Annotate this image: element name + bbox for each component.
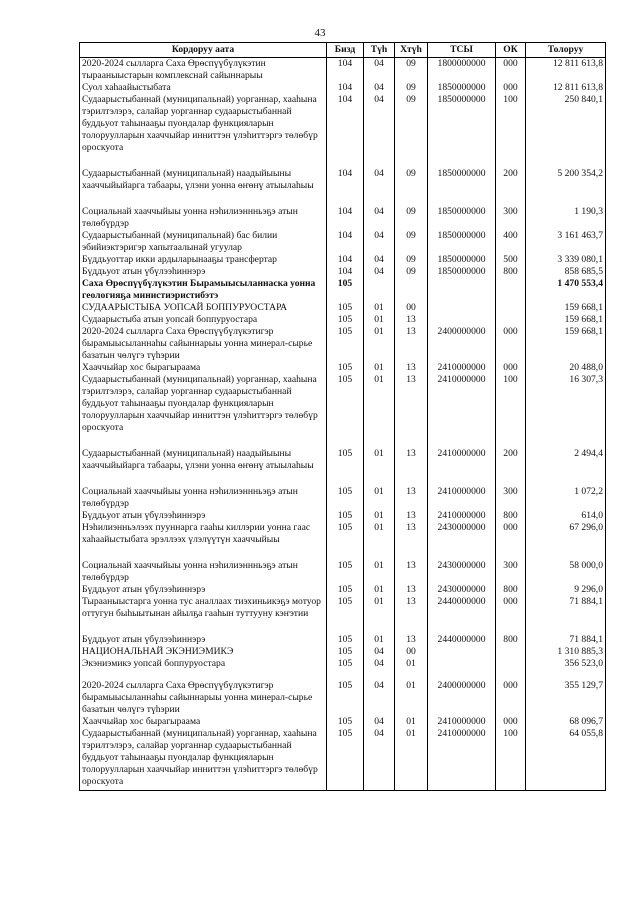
row-name: Судаарыстыбаннай (муниципальнай) уорганнар, хааһына тэрилтэлэрэ, салайар уорганнар судаарыстыбаннай буддьуот таһынааҕы пуондалар функцияларын толоруулларын хааччыйар инниттэн үлэһиттэргэ төлөбүр ороскуота bbox=[80, 374, 327, 448]
table-row bbox=[80, 168, 606, 206]
row-name: Бүддьуот атын үбүлээһиннэрэ bbox=[80, 584, 327, 596]
row-ok bbox=[496, 302, 526, 314]
row-amount: 12 811 613,8 bbox=[526, 58, 606, 83]
table-row bbox=[80, 646, 606, 658]
row-hth: 09 bbox=[395, 58, 428, 83]
row-amount: 614,0 bbox=[526, 510, 606, 522]
row-amount: 71 884,1 bbox=[526, 634, 606, 646]
row-hth: 13 bbox=[395, 596, 428, 634]
row-name: Суол хаһаайыстыбата bbox=[80, 82, 327, 94]
row-bizd: 105 bbox=[327, 326, 364, 362]
row-ok: 000 bbox=[496, 716, 526, 728]
row-amount: 159 668,1 bbox=[526, 302, 606, 314]
header-tsy: ТСЫ bbox=[428, 43, 496, 58]
table-row bbox=[80, 82, 606, 94]
row-bizd: 105 bbox=[327, 560, 364, 584]
table-row bbox=[80, 448, 606, 486]
row-hth: 13 bbox=[395, 634, 428, 646]
row-tyh: 04 bbox=[364, 254, 395, 266]
row-tsy: 2440000000 bbox=[428, 634, 496, 646]
table-row bbox=[80, 302, 606, 314]
row-tyh: 04 bbox=[364, 646, 395, 658]
row-ok: 800 bbox=[496, 510, 526, 522]
row-name: Социальнай хааччыйыы уонна нэһилиэннньэҕэ атын төлөбүрдэр bbox=[80, 206, 327, 230]
row-tsy bbox=[428, 646, 496, 658]
row-amount: 12 811 613,8 bbox=[526, 82, 606, 94]
header-hth: Хтүһ bbox=[395, 43, 428, 58]
row-bizd: 104 bbox=[327, 230, 364, 254]
row-hth: 09 bbox=[395, 254, 428, 266]
row-amount: 64 055,8 bbox=[526, 728, 606, 790]
row-hth: 13 bbox=[395, 326, 428, 362]
row-tyh: 04 bbox=[364, 680, 395, 716]
row-tsy: 1850000000 bbox=[428, 82, 496, 94]
row-hth: 01 bbox=[395, 658, 428, 680]
row-tsy: 1850000000 bbox=[428, 266, 496, 278]
row-ok: 000 bbox=[496, 596, 526, 634]
row-hth: 01 bbox=[395, 728, 428, 790]
row-tyh: 01 bbox=[364, 314, 395, 326]
table-row bbox=[80, 94, 606, 168]
row-tyh: 01 bbox=[364, 510, 395, 522]
row-hth: 09 bbox=[395, 266, 428, 278]
row-tsy: 1850000000 bbox=[428, 230, 496, 254]
row-tsy: 2410000000 bbox=[428, 716, 496, 728]
row-tyh: 01 bbox=[364, 326, 395, 362]
table-row bbox=[80, 634, 606, 646]
row-ok: 300 bbox=[496, 560, 526, 584]
row-amount: 1 310 885,3 bbox=[526, 646, 606, 658]
row-bizd: 105 bbox=[327, 596, 364, 634]
row-name: Судаарыстыбаннай (муниципальнай) наадыйыыны хааччыйыйарга табаары, үлэни уонна өҥөнү атыылаһыы bbox=[80, 448, 327, 486]
row-amount: 5 200 354,2 bbox=[526, 168, 606, 206]
row-amount: 58 000,0 bbox=[526, 560, 606, 584]
table-row bbox=[80, 326, 606, 362]
row-ok bbox=[496, 658, 526, 680]
row-tyh: 04 bbox=[364, 168, 395, 206]
row-tyh: 04 bbox=[364, 58, 395, 83]
table-row bbox=[80, 560, 606, 584]
row-tyh: 01 bbox=[364, 374, 395, 448]
row-name: Хааччыйар хос бырагыраама bbox=[80, 362, 327, 374]
row-bizd: 105 bbox=[327, 658, 364, 680]
row-amount: 356 523,0 bbox=[526, 658, 606, 680]
row-name: Тырааныыстарга уонна тус аналлаах тиэхиньикэҕэ мотуор оттугун быһыытынан айылҕа гааһын туттууну кэҥэтии bbox=[80, 596, 327, 634]
row-tsy: 1850000000 bbox=[428, 254, 496, 266]
row-name: Нэһилиэнньэлээх пууннарга гааһы киллэрии уонна гаас хаһаайыстыбата эрэллээх үлэлүүтүн хааччыйыы bbox=[80, 522, 327, 560]
row-tsy bbox=[428, 278, 496, 302]
row-bizd: 105 bbox=[327, 448, 364, 486]
row-hth: 09 bbox=[395, 168, 428, 206]
row-amount: 250 840,1 bbox=[526, 94, 606, 168]
row-bizd: 104 bbox=[327, 58, 364, 83]
row-bizd: 105 bbox=[327, 522, 364, 560]
row-ok: 300 bbox=[496, 206, 526, 230]
row-name: Бүддьуот атын үбүлээһиннэрэ bbox=[80, 510, 327, 522]
budget-table bbox=[79, 42, 606, 791]
row-ok: 000 bbox=[496, 680, 526, 716]
table-row bbox=[80, 230, 606, 254]
row-hth: 01 bbox=[395, 716, 428, 728]
row-bizd: 104 bbox=[327, 206, 364, 230]
row-ok: 800 bbox=[496, 584, 526, 596]
row-amount: 159 668,1 bbox=[526, 326, 606, 362]
row-tyh: 01 bbox=[364, 596, 395, 634]
row-amount: 9 296,0 bbox=[526, 584, 606, 596]
table-row bbox=[80, 254, 606, 266]
row-amount: 159 668,1 bbox=[526, 314, 606, 326]
row-tyh: 04 bbox=[364, 658, 395, 680]
table-row bbox=[80, 728, 606, 790]
row-tsy: 2440000000 bbox=[428, 596, 496, 634]
row-amount: 16 307,3 bbox=[526, 374, 606, 448]
row-bizd: 105 bbox=[327, 680, 364, 716]
row-bizd: 105 bbox=[327, 362, 364, 374]
row-ok: 800 bbox=[496, 634, 526, 646]
row-tsy: 2410000000 bbox=[428, 362, 496, 374]
row-name: НАЦИОНАЛЬНАЙ ЭКЭНИЭМИКЭ bbox=[80, 646, 327, 658]
table-row bbox=[80, 522, 606, 560]
row-tsy: 2410000000 bbox=[428, 510, 496, 522]
row-amount: 355 129,7 bbox=[526, 680, 606, 716]
row-hth bbox=[395, 278, 428, 302]
row-tyh: 01 bbox=[364, 560, 395, 584]
row-hth: 13 bbox=[395, 584, 428, 596]
row-ok bbox=[496, 314, 526, 326]
row-ok bbox=[496, 278, 526, 302]
row-tyh: 04 bbox=[364, 716, 395, 728]
row-ok: 100 bbox=[496, 374, 526, 448]
row-tyh: 01 bbox=[364, 522, 395, 560]
row-amount: 1 072,2 bbox=[526, 486, 606, 510]
row-bizd: 105 bbox=[327, 510, 364, 522]
row-hth: 13 bbox=[395, 314, 428, 326]
row-ok: 000 bbox=[496, 362, 526, 374]
table-row bbox=[80, 266, 606, 278]
row-bizd: 104 bbox=[327, 94, 364, 168]
row-amount: 858 685,5 bbox=[526, 266, 606, 278]
table-row bbox=[80, 278, 606, 302]
row-bizd: 104 bbox=[327, 266, 364, 278]
row-tyh: 01 bbox=[364, 634, 395, 646]
row-amount: 67 296,0 bbox=[526, 522, 606, 560]
row-ok: 800 bbox=[496, 266, 526, 278]
row-name: Судаарыстыбаннай (муниципальнай) уорганнар, хааһына тэрилтэлэрэ, салайар уорганнар судаарыстыбаннай буддьуот таһынааҕы пуондалар функцияларын толоруулларын хааччыйар инниттэн үлэһиттэргэ төлөбүр ороскуота bbox=[80, 94, 327, 168]
table-row bbox=[80, 58, 606, 83]
row-hth: 13 bbox=[395, 522, 428, 560]
row-name: 2020-2024 сылларга Саха Өрөспүүбүлүкэтигэр бырамыысыланнаһы сайыннарыы уонна минерал-сырье базатын чөлүгэ түһэрии bbox=[80, 326, 327, 362]
row-name: Хааччыйар хос бырагыраама bbox=[80, 716, 327, 728]
row-tsy bbox=[428, 302, 496, 314]
row-bizd: 105 bbox=[327, 728, 364, 790]
row-tsy: 2410000000 bbox=[428, 486, 496, 510]
table-row bbox=[80, 206, 606, 230]
header-bizd: Бизд bbox=[327, 43, 364, 58]
row-tsy: 2430000000 bbox=[428, 522, 496, 560]
row-tyh: 01 bbox=[364, 448, 395, 486]
row-ok: 100 bbox=[496, 94, 526, 168]
row-hth: 00 bbox=[395, 646, 428, 658]
row-name: Судаарыстыбаннай (муниципальнай) наадыйыыны хааччыйыйарга табаары, үлэни уонна өҥөнү атыылаһыы bbox=[80, 168, 327, 206]
row-tsy: 2410000000 bbox=[428, 448, 496, 486]
row-hth: 09 bbox=[395, 230, 428, 254]
row-bizd: 105 bbox=[327, 584, 364, 596]
row-amount: 3 339 080,1 bbox=[526, 254, 606, 266]
row-tyh: 01 bbox=[364, 584, 395, 596]
table-row bbox=[80, 374, 606, 448]
row-tsy: 2430000000 bbox=[428, 584, 496, 596]
row-tsy: 2400000000 bbox=[428, 680, 496, 716]
row-ok bbox=[496, 646, 526, 658]
row-tsy: 1800000000 bbox=[428, 58, 496, 83]
row-hth: 09 bbox=[395, 82, 428, 94]
table-row bbox=[80, 486, 606, 510]
row-amount: 68 096,7 bbox=[526, 716, 606, 728]
row-tsy: 2410000000 bbox=[428, 374, 496, 448]
row-name: Бүддьуот атын үбүлээһиннэрэ bbox=[80, 634, 327, 646]
row-tsy: 2430000000 bbox=[428, 560, 496, 584]
row-bizd: 105 bbox=[327, 716, 364, 728]
row-tyh: 04 bbox=[364, 206, 395, 230]
row-tsy: 1850000000 bbox=[428, 206, 496, 230]
table-row bbox=[80, 510, 606, 522]
row-name: 2020-2024 сылларга Саха Өрөспүүбүлүкэтигэр бырамыысыланнаһы сайыннарыы уонна минерал-сырье базатын чөлүгэ түһэрии bbox=[80, 680, 327, 716]
row-tyh: 04 bbox=[364, 266, 395, 278]
row-bizd: 105 bbox=[327, 646, 364, 658]
row-hth: 13 bbox=[395, 510, 428, 522]
row-bizd: 105 bbox=[327, 634, 364, 646]
row-tyh: 04 bbox=[364, 230, 395, 254]
row-name: Судаарыстыба атын уопсай боппуруостара bbox=[80, 314, 327, 326]
table-row bbox=[80, 596, 606, 634]
header-ok: ОК bbox=[496, 43, 526, 58]
row-ok: 200 bbox=[496, 168, 526, 206]
row-tsy: 2410000000 bbox=[428, 728, 496, 790]
row-bizd: 105 bbox=[327, 314, 364, 326]
row-name: Саха Өрөспүүбүлүкэтин Бырамыысыланнаска уонна геологияҕа министиэристибэтэ bbox=[80, 278, 327, 302]
row-name: Судаарыстыбаннай (муниципальнай) бас билии эбийиэктэригэр хапытаалынай угуулар bbox=[80, 230, 327, 254]
row-bizd: 104 bbox=[327, 82, 364, 94]
row-name: Социальнай хааччыйыы уонна нэһилиэннньэҕэ атын төлөбүрдэр bbox=[80, 560, 327, 584]
row-tsy bbox=[428, 658, 496, 680]
row-amount: 1 190,3 bbox=[526, 206, 606, 230]
row-hth: 13 bbox=[395, 362, 428, 374]
row-tsy: 1850000000 bbox=[428, 168, 496, 206]
row-ok: 500 bbox=[496, 254, 526, 266]
row-bizd: 104 bbox=[327, 168, 364, 206]
row-ok: 300 bbox=[496, 486, 526, 510]
row-ok: 000 bbox=[496, 326, 526, 362]
row-name: Судаарыстыбаннай (муниципальнай) уорганнар, хааһына тэрилтэлэрэ, салайар уорганнар судаарыстыбаннай буддьуот таһынааҕы пуондалар функцияларын толоруулларын хааччыйар инниттэн үлэһиттэргэ төлөбүр ороскуота bbox=[80, 728, 327, 790]
table-row bbox=[80, 716, 606, 728]
row-amount: 20 488,0 bbox=[526, 362, 606, 374]
row-name: Бүддьуоттар икки ардыларынааҕы трансфертар bbox=[80, 254, 327, 266]
row-hth: 13 bbox=[395, 486, 428, 510]
row-hth: 13 bbox=[395, 448, 428, 486]
table-row bbox=[80, 680, 606, 716]
row-hth: 01 bbox=[395, 680, 428, 716]
row-amount: 71 884,1 bbox=[526, 596, 606, 634]
row-tyh: 04 bbox=[364, 94, 395, 168]
row-amount: 2 494,4 bbox=[526, 448, 606, 486]
row-ok: 400 bbox=[496, 230, 526, 254]
row-tyh: 04 bbox=[364, 728, 395, 790]
table-row bbox=[80, 584, 606, 596]
table-row bbox=[80, 314, 606, 326]
page-number: 43 bbox=[314, 27, 326, 39]
row-hth: 13 bbox=[395, 374, 428, 448]
row-hth: 09 bbox=[395, 94, 428, 168]
row-ok: 000 bbox=[496, 58, 526, 83]
row-tyh bbox=[364, 278, 395, 302]
row-tsy bbox=[428, 314, 496, 326]
row-tyh: 01 bbox=[364, 302, 395, 314]
header-tyh: Түһ bbox=[364, 43, 395, 58]
row-tyh: 04 bbox=[364, 82, 395, 94]
row-bizd: 105 bbox=[327, 374, 364, 448]
row-bizd: 104 bbox=[327, 254, 364, 266]
row-amount: 1 470 553,4 bbox=[526, 278, 606, 302]
row-name: СУДААРЫСТЫБА УОПСАЙ БОППУРУОСТАРА bbox=[80, 302, 327, 314]
table-header-row bbox=[80, 43, 606, 58]
row-ok: 000 bbox=[496, 522, 526, 560]
header-tol: Толоруу bbox=[526, 43, 606, 58]
row-tsy: 1850000000 bbox=[428, 94, 496, 168]
row-ok: 200 bbox=[496, 448, 526, 486]
row-hth: 13 bbox=[395, 560, 428, 584]
row-hth: 00 bbox=[395, 302, 428, 314]
row-name: Экэниэмикэ уопсай боппуруостара bbox=[80, 658, 327, 680]
row-name: 2020-2024 сылларга Саха Өрөспүүбүлүкэтин тырааныыстарын комплекснай сайыннарыы bbox=[80, 58, 327, 83]
row-ok: 000 bbox=[496, 82, 526, 94]
table-row bbox=[80, 362, 606, 374]
row-tsy: 2400000000 bbox=[428, 326, 496, 362]
row-name: Бүддьуот атын үбүлээһиннэрэ bbox=[80, 266, 327, 278]
row-bizd: 105 bbox=[327, 278, 364, 302]
row-tyh: 01 bbox=[364, 362, 395, 374]
table-row bbox=[80, 658, 606, 680]
row-hth: 09 bbox=[395, 206, 428, 230]
row-name: Социальнай хааччыйыы уонна нэһилиэннньэҕэ атын төлөбүрдэр bbox=[80, 486, 327, 510]
row-bizd: 105 bbox=[327, 302, 364, 314]
header-name: Кордоруу аата bbox=[80, 43, 327, 58]
row-ok: 100 bbox=[496, 728, 526, 790]
row-tyh: 01 bbox=[364, 486, 395, 510]
row-bizd: 105 bbox=[327, 486, 364, 510]
row-amount: 3 161 463,7 bbox=[526, 230, 606, 254]
